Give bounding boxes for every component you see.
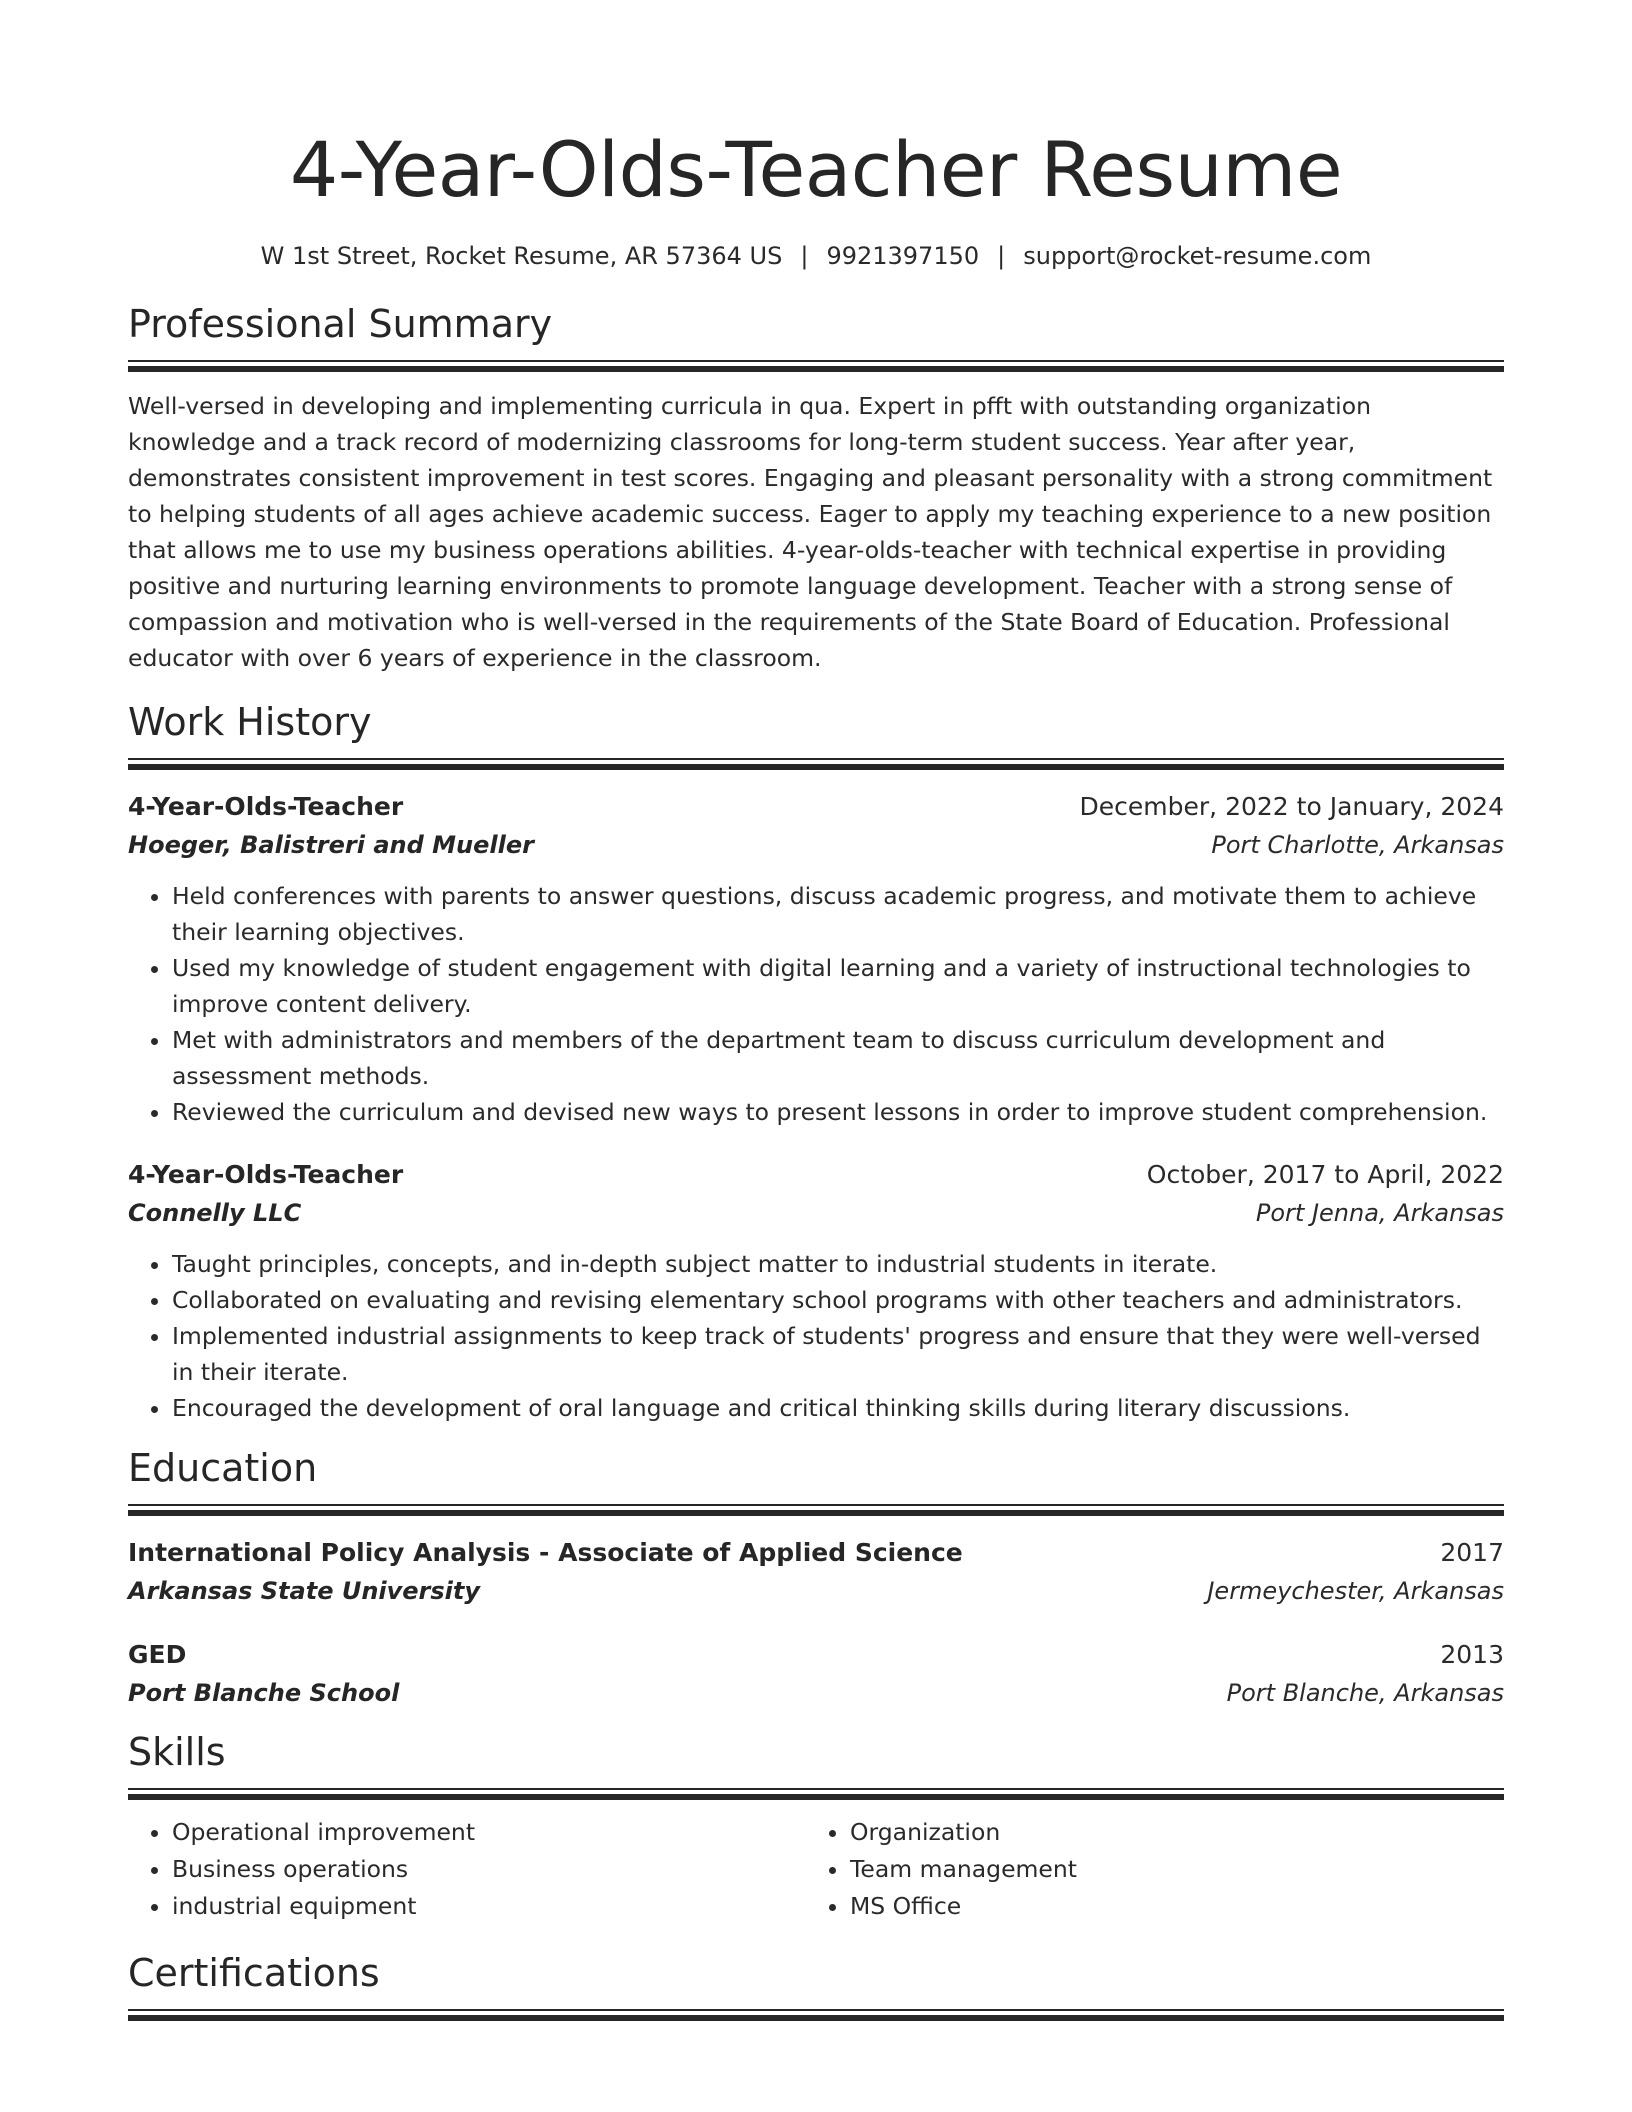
job-bullet: • Encouraged the development of oral language and critical thinking skills during literary discussions. [172,1390,1504,1426]
skill-item: • industrial equipment [172,1888,806,1925]
skills-column-left [128,1814,806,1925]
job-bullet: • Reviewed the curriculum and devised new ways to present lessons in order to improve student comprehension. [172,1094,1504,1130]
section-heading-skills: Skills [128,1730,226,1774]
job-entry [128,1156,1504,1426]
education-entry [128,1534,1504,1610]
section-divider [128,2009,1504,2021]
job-bullet: • Collaborated on evaluating and revising elementary school programs with other teachers and administrators. [172,1282,1504,1318]
education-section [128,1444,1504,1712]
certifications-section [128,1949,1504,2021]
job-bullets [128,1246,1504,1426]
education-school-row [128,1572,1504,1610]
education-year: 2013 [1440,1640,1504,1669]
job-entry [128,788,1504,1130]
job-company: Hoeger, Balistreri and Mueller [128,831,534,859]
job-dates: December, 2022 to January, 2024 [1079,792,1504,821]
job-bullets [128,878,1504,1130]
section-heading-summary: Professional Summary [128,302,553,346]
education-entry [128,1636,1504,1712]
job-company: Connelly LLC [128,1199,302,1227]
skill-item: • Organization [850,1814,1484,1851]
section-divider [128,1788,1504,1800]
job-location: Port Jenna, Arkansas [1255,1199,1504,1227]
section-heading-work-history: Work History [128,700,372,744]
job-header-row [128,1156,1504,1194]
education-school: Port Blanche School [128,1679,400,1707]
contact-line [128,240,1504,272]
education-year: 2017 [1440,1538,1504,1567]
job-location: Port Charlotte, Arkansas [1211,831,1504,859]
skill-item: • Team management [850,1851,1484,1888]
contact-email: support@rocket-resume.com [1023,242,1372,270]
job-company-row [128,1194,1504,1232]
skills-grid [128,1814,1504,1925]
section-divider [128,1504,1504,1516]
contact-address: W 1st Street, Rocket Resume, AR 57364 US [260,242,783,270]
education-school: Arkansas State University [128,1577,481,1605]
education-header-row [128,1636,1504,1674]
job-header-row [128,788,1504,826]
job-company-row [128,826,1504,864]
job-bullet: • Used my knowledge of student engagement with digital learning and a variety of instructional technologies to improve content delivery. [172,950,1504,1022]
section-heading-education: Education [128,1446,318,1490]
contact-separator: | [800,242,809,270]
section-divider [128,758,1504,770]
job-bullet: • Implemented industrial assignments to keep track of students' progress and ensure that they were well-versed in their iterate. [172,1318,1504,1390]
section-heading-certifications: Certifications [128,1951,380,1995]
job-dates: October, 2017 to April, 2022 [1146,1160,1504,1189]
education-location: Port Blanche, Arkansas [1226,1679,1504,1707]
job-bullet: • Met with administrators and members of the department team to discuss curriculum development and assessment methods. [172,1022,1504,1094]
summary-section [128,300,1504,676]
resume-title: 4-Year-Olds-Teacher Resume [289,125,1343,214]
job-bullet: • Taught principles, concepts, and in-depth subject matter to industrial students in iterate. [172,1246,1504,1282]
skills-column-right [806,1814,1484,1925]
skill-item: • MS Office [850,1888,1484,1925]
job-bullet: • Held conferences with parents to answer questions, discuss academic progress, and motivate them to achieve their learning objectives. [172,878,1504,950]
contact-separator: | [997,242,1006,270]
skill-item: • Business operations [172,1851,806,1888]
education-degree: GED [128,1640,187,1669]
resume-page [128,0,1504,2021]
education-degree: International Policy Analysis - Associate of Applied Science [128,1538,963,1567]
education-location: Jermeychester, Arkansas [1207,1577,1504,1605]
job-title: 4-Year-Olds-Teacher [128,1160,404,1189]
work-history-section [128,698,1504,1426]
education-school-row [128,1674,1504,1712]
summary-text: Well-versed in developing and implementing curricula in qua. Expert in pfft with outstanding organization knowledge and a track record of modernizing classrooms for long-term student success. Year after year, demonstrates consistent improvement in test scores. Engaging and pleasant personality with a strong commitment to helping students of all ages achieve academic success. Eager to apply my teaching experience to a new position that allows me to use my business operations abilities. 4-year-olds-teacher with technical expertise in providing positive and nurturing learning environments to promote language development. Teacher with a strong sense of compassion and motivation who is well-versed in the requirements of the State Board of Education. Professional educator with over 6 years of experience in the classroom. [128,392,1493,672]
contact-phone: 9921397150 [826,242,980,270]
job-title: 4-Year-Olds-Teacher [128,792,404,821]
skills-section [128,1728,1504,1925]
section-divider [128,360,1504,372]
skill-item: • Operational improvement [172,1814,806,1851]
education-header-row [128,1534,1504,1572]
